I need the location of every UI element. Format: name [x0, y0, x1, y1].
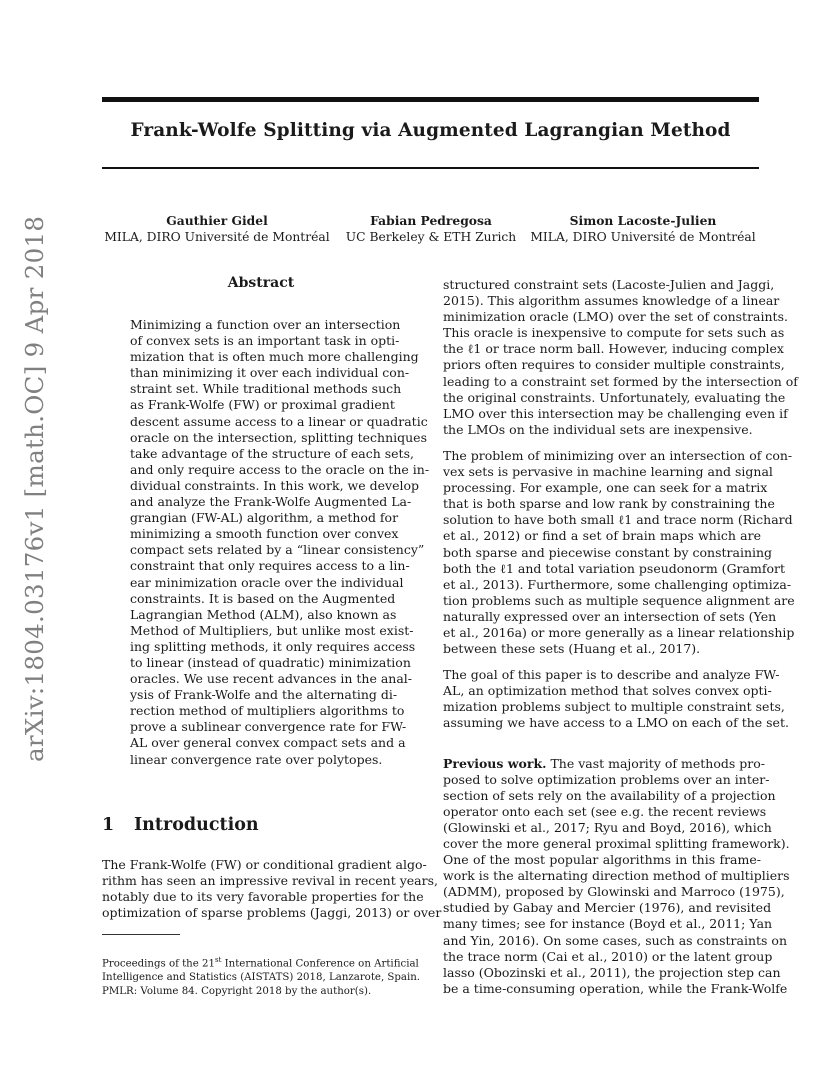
text-line: as Frank-Wolfe (FW) or proximal gradient: [130, 397, 395, 413]
text-line: rithm has seen an impressive revival in recent years,: [102, 873, 438, 889]
text-line: straint set. While traditional methods such: [130, 381, 402, 397]
text-line: The goal of this paper is to describe and analyze FW-: [443, 667, 780, 683]
author-affiliation: MILA, DIRO Université de Montréal: [104, 230, 330, 244]
abstract-text: [130, 317, 430, 768]
text-line: Minimizing a function over an intersection: [130, 317, 401, 332]
author-name: Gauthier Gidel: [166, 213, 268, 228]
text-line: between these sets (Huang et al., 2017).: [443, 641, 701, 657]
text-line: minimization oracle (LMO) over the set of constraints.: [443, 309, 788, 325]
text-line: ing splitting methods, it only requires access: [130, 638, 416, 654]
text-line: constraint that only requires access to a lin-: [130, 558, 410, 574]
abstract-heading: Abstract: [227, 275, 295, 291]
text-line: and Yin, 2016). On some cases, such as constraints on: [443, 932, 788, 948]
section-heading: [102, 815, 259, 835]
text-line: assuming we have access to a LMO on each of the set.: [443, 715, 789, 731]
text-line: naturally expressed over an intersection of sets (Yen: [443, 608, 777, 624]
right-column: [443, 277, 798, 997]
text-line: both sparse and piecewise constant by constraining: [443, 544, 773, 560]
text-line: take advantage of the structure of each sets,: [130, 445, 414, 461]
text-line: notably due to its very favorable properties for the: [102, 889, 424, 905]
text-line: AL, an optimization method that solves convex opti-: [443, 683, 772, 699]
text-line: (Glowinski et al., 2017; Ryu and Boyd, 2016), which: [443, 819, 772, 835]
author-1: [102, 212, 332, 246]
footnote-prefix: Proceedings of the 21: [102, 958, 215, 970]
text-line: and only require access to the oracle on the in-: [130, 461, 430, 477]
paragraph-lmo: [443, 277, 798, 438]
text-line: to linear (instead of quadratic) minimization: [130, 654, 411, 670]
text-line: linear convergence rate over polytopes.: [130, 751, 383, 767]
author-affiliation: UC Berkeley & ETH Zurich: [345, 230, 517, 244]
text-line: be a time-consuming operation, while the Frank-Wolfe: [443, 980, 788, 996]
text-line: mization that is often much more challenging: [130, 349, 419, 365]
text-line: et al., 2013). Furthermore, some challenging optimiza-: [443, 576, 792, 592]
text-line: AL over general convex compact sets and a: [130, 735, 406, 751]
footnote-sup: st: [214, 956, 222, 964]
text-line: rection method of multipliers algorithms to: [130, 703, 405, 719]
text-line: [443, 755, 765, 772]
text-line: section of sets rely on the availability of a projection: [443, 787, 776, 803]
text-line: LMO over this intersection may be challenging even if: [443, 405, 788, 421]
text-line: posed to solve optimization problems over an inter-: [443, 771, 770, 787]
text-line: minimizing a smooth function over convex: [130, 526, 399, 542]
introduction-text: [102, 857, 442, 921]
author-name: Fabian Pedregosa: [370, 213, 492, 228]
text-line: operator onto each set (see e.g. the recent reviews: [443, 803, 767, 819]
text-line: the original constraints. Unfortunately, evaluating the: [443, 389, 786, 405]
text-line: structured constraint sets (Lacoste-Julien and Jaggi,: [443, 277, 775, 292]
author-2: [341, 212, 521, 246]
text-line: compact sets related by a “linear consistency”: [130, 542, 425, 558]
text-line: descent assume access to a linear or quadratic: [130, 413, 428, 429]
title-rule-bottom: [102, 167, 759, 169]
text-line: lasso (Obozinski et al., 2011), the projection step can: [443, 964, 781, 980]
text-line: both the ℓ1 and total variation pseudonorm (Gramfort: [443, 560, 785, 576]
text-line: that is both sparse and low rank by constraining the: [443, 496, 775, 512]
text-line: The problem of minimizing over an intersection of con-: [443, 447, 793, 463]
title-rule-top: [102, 97, 759, 102]
text-line: the LMOs on the individual sets are inexpensive.: [443, 421, 753, 437]
paper-title: Frank-Wolfe Splitting via Augmented Lagrangian Method: [130, 120, 731, 141]
text-line: many times; see for instance (Boyd et al., 2011; Yan: [443, 916, 773, 932]
text-line: et al., 2016a) or more generally as a linear relationship: [443, 624, 795, 640]
author-3: [528, 212, 758, 246]
text-fragment: The vast majority of methods pro-: [546, 755, 765, 771]
text-line: This oracle is inexpensive to compute for sets such as: [443, 325, 785, 341]
text-line: Method of Multipliers, but unlike most exist-: [130, 622, 414, 638]
text-line: tion problems such as multiple sequence alignment are: [443, 592, 795, 608]
text-line: et al., 2012) or find a set of brain maps which are: [443, 528, 761, 544]
text-line: One of the most popular algorithms in this frame-: [443, 852, 761, 868]
arxiv-stamp: arXiv:1804.03176v1 [math.OC] 9 Apr 2018: [20, 215, 49, 762]
text-line: ear minimization oracle over the individual: [130, 574, 404, 590]
text-line: 2015). This algorithm assumes knowledge of a linear: [443, 293, 780, 309]
text-line: processing. For example, one can seek for a matrix: [443, 480, 768, 496]
text-line: work is the alternating direction method of multipliers: [443, 868, 790, 884]
text-line: vex sets is pervasive in machine learning and signal: [443, 464, 773, 480]
text-line: than minimizing it over each individual con-: [130, 365, 410, 381]
text-line: solution to have both small ℓ1 and trace norm (Richard: [443, 512, 793, 528]
paragraph-previous-work: [443, 755, 790, 997]
text-line: dividual constraints. In this work, we develop: [130, 477, 420, 493]
text-line: optimization of sparse problems (Jaggi, 2013) or over: [102, 905, 442, 921]
footnote-rest: International Conference on Artificial Intelligence and Statistics (AISTATS) 2018, Lanzarote, Spain. PMLR: Volume 84. Copyright 2018 by the author(s).: [102, 958, 421, 998]
text-line: the trace norm (Cai et al., 2010) or the latent group: [443, 948, 773, 964]
text-line: oracle on the intersection, splitting techniques: [130, 429, 427, 445]
text-line: mization problems subject to multiple constraint sets,: [443, 699, 785, 715]
text-line: of convex sets is an important task in opti-: [130, 333, 400, 349]
author-name: Simon Lacoste-Julien: [569, 213, 717, 228]
text-line: ysis of Frank-Wolfe and the alternating di-: [130, 687, 398, 703]
text-line: Lagrangian Method (ALM), also known as: [130, 606, 397, 622]
text-line: leading to a constraint set formed by the intersection of: [443, 373, 798, 389]
text-line: grangian (FW-AL) algorithm, a method for: [130, 510, 399, 526]
text-line: studied by Gabay and Mercier (1976), and revisited: [443, 900, 772, 916]
text-line: cover the more general proximal splitting framework).: [443, 836, 790, 851]
text-line: constraints. It is based on the Augmented: [130, 590, 396, 606]
text-line: The Frank-Wolfe (FW) or conditional gradient algo-: [102, 857, 427, 872]
section-number: 1: [102, 815, 115, 835]
section-title: Introduction: [134, 815, 259, 835]
text-line: the ℓ1 or trace norm ball. However, inducing complex: [443, 341, 784, 357]
author-affiliation: MILA, DIRO Université de Montréal: [530, 230, 756, 244]
text-line: (ADMM), proposed by Glowinski and Marroco (1975),: [443, 884, 785, 900]
text-line: priors often requires to consider multiple constraints,: [443, 357, 785, 373]
text-line: oracles. We use recent advances in the anal-: [130, 671, 413, 687]
previous-work-heading: Previous work.: [443, 755, 547, 771]
text-line: prove a sublinear convergence rate for FW-: [130, 719, 407, 735]
footnote: [102, 953, 422, 999]
paragraph-goal: [443, 667, 789, 731]
text-line: and analyze the Frank-Wolfe Augmented La-: [130, 494, 412, 510]
paragraph-intersection: [443, 447, 795, 657]
footnote-rule: [102, 934, 180, 935]
